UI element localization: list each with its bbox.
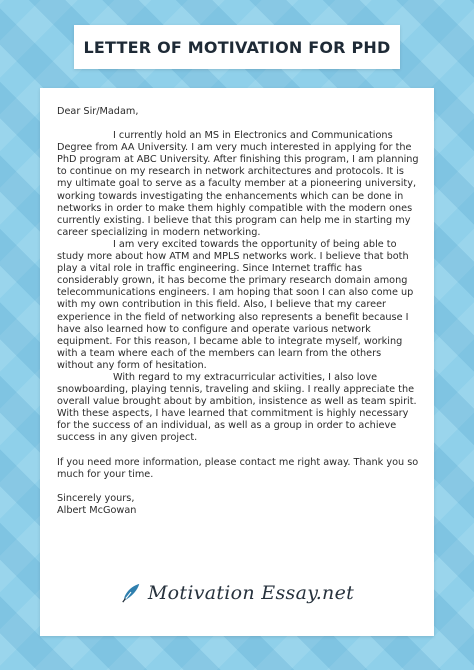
- letter-salutation: Dear Sir/Madam,: [57, 106, 139, 117]
- letter-paragraph: I currently hold an MS in Electronics and Communications Degree from AA University. I am very much interested in applying for the PhD program at ABC University. After finishing this program, I am planning to continue on my research in network architectures and protocols. It is my ultimate goal to serve as a faculty member at a pioneering university, working towards investigating the enhancements which can be done in networks in order to make them highly compatible with the modern ones currently existing. I believe that this program can help me in starting my career specializing in modern networking.: [57, 130, 419, 238]
- page-title: LETTER OF MOTIVATION FOR PHD: [83, 37, 391, 57]
- letter-body: [57, 106, 419, 517]
- letter-signoff: Sincerely yours,: [57, 492, 135, 504]
- letter-paragraph: With regard to my extracurricular activities, I also love snowboarding, playing tennis, traveling and skiing. I really appreciate the overall value brought about by ambition, insistence as well as team spirit. With these aspects, I have learned that commitment is highly necessary for the success of an individual, as well as a group in order to achieve success in any given project.: [57, 371, 417, 444]
- letter-closing-paragraph: If you need more information, please contact me right away. Thank you so much for your time.: [57, 456, 419, 480]
- letter-paper: [40, 88, 434, 636]
- brand-name: [148, 582, 354, 604]
- brand-logo: [40, 578, 434, 608]
- title-banner: [74, 25, 400, 69]
- brand-tld: .net: [315, 582, 355, 604]
- letter-paragraph: I am very excited towards the opportunity of being able to study more about how ATM and MPLS networks work. I believe that both play a vital role in traffic engineering. Since Internet traffic has considerably grown, it has become the primary research domain among telecommunications engineers. I am hoping that soon I can also come up with my own contribution in this field. Also, I believe that my career experience in the field of networking also represents a benefit because I have also learned how to configure and operate various network equipment. For this reason, I became able to integrate myself, working with a team where each of the members can learn from the others without any form of hesitation.: [57, 238, 414, 371]
- letter-signature-name: Albert McGowan: [57, 504, 137, 516]
- quill-pen-icon: [120, 582, 142, 604]
- brand-name-main: Motivation Essay: [147, 582, 316, 604]
